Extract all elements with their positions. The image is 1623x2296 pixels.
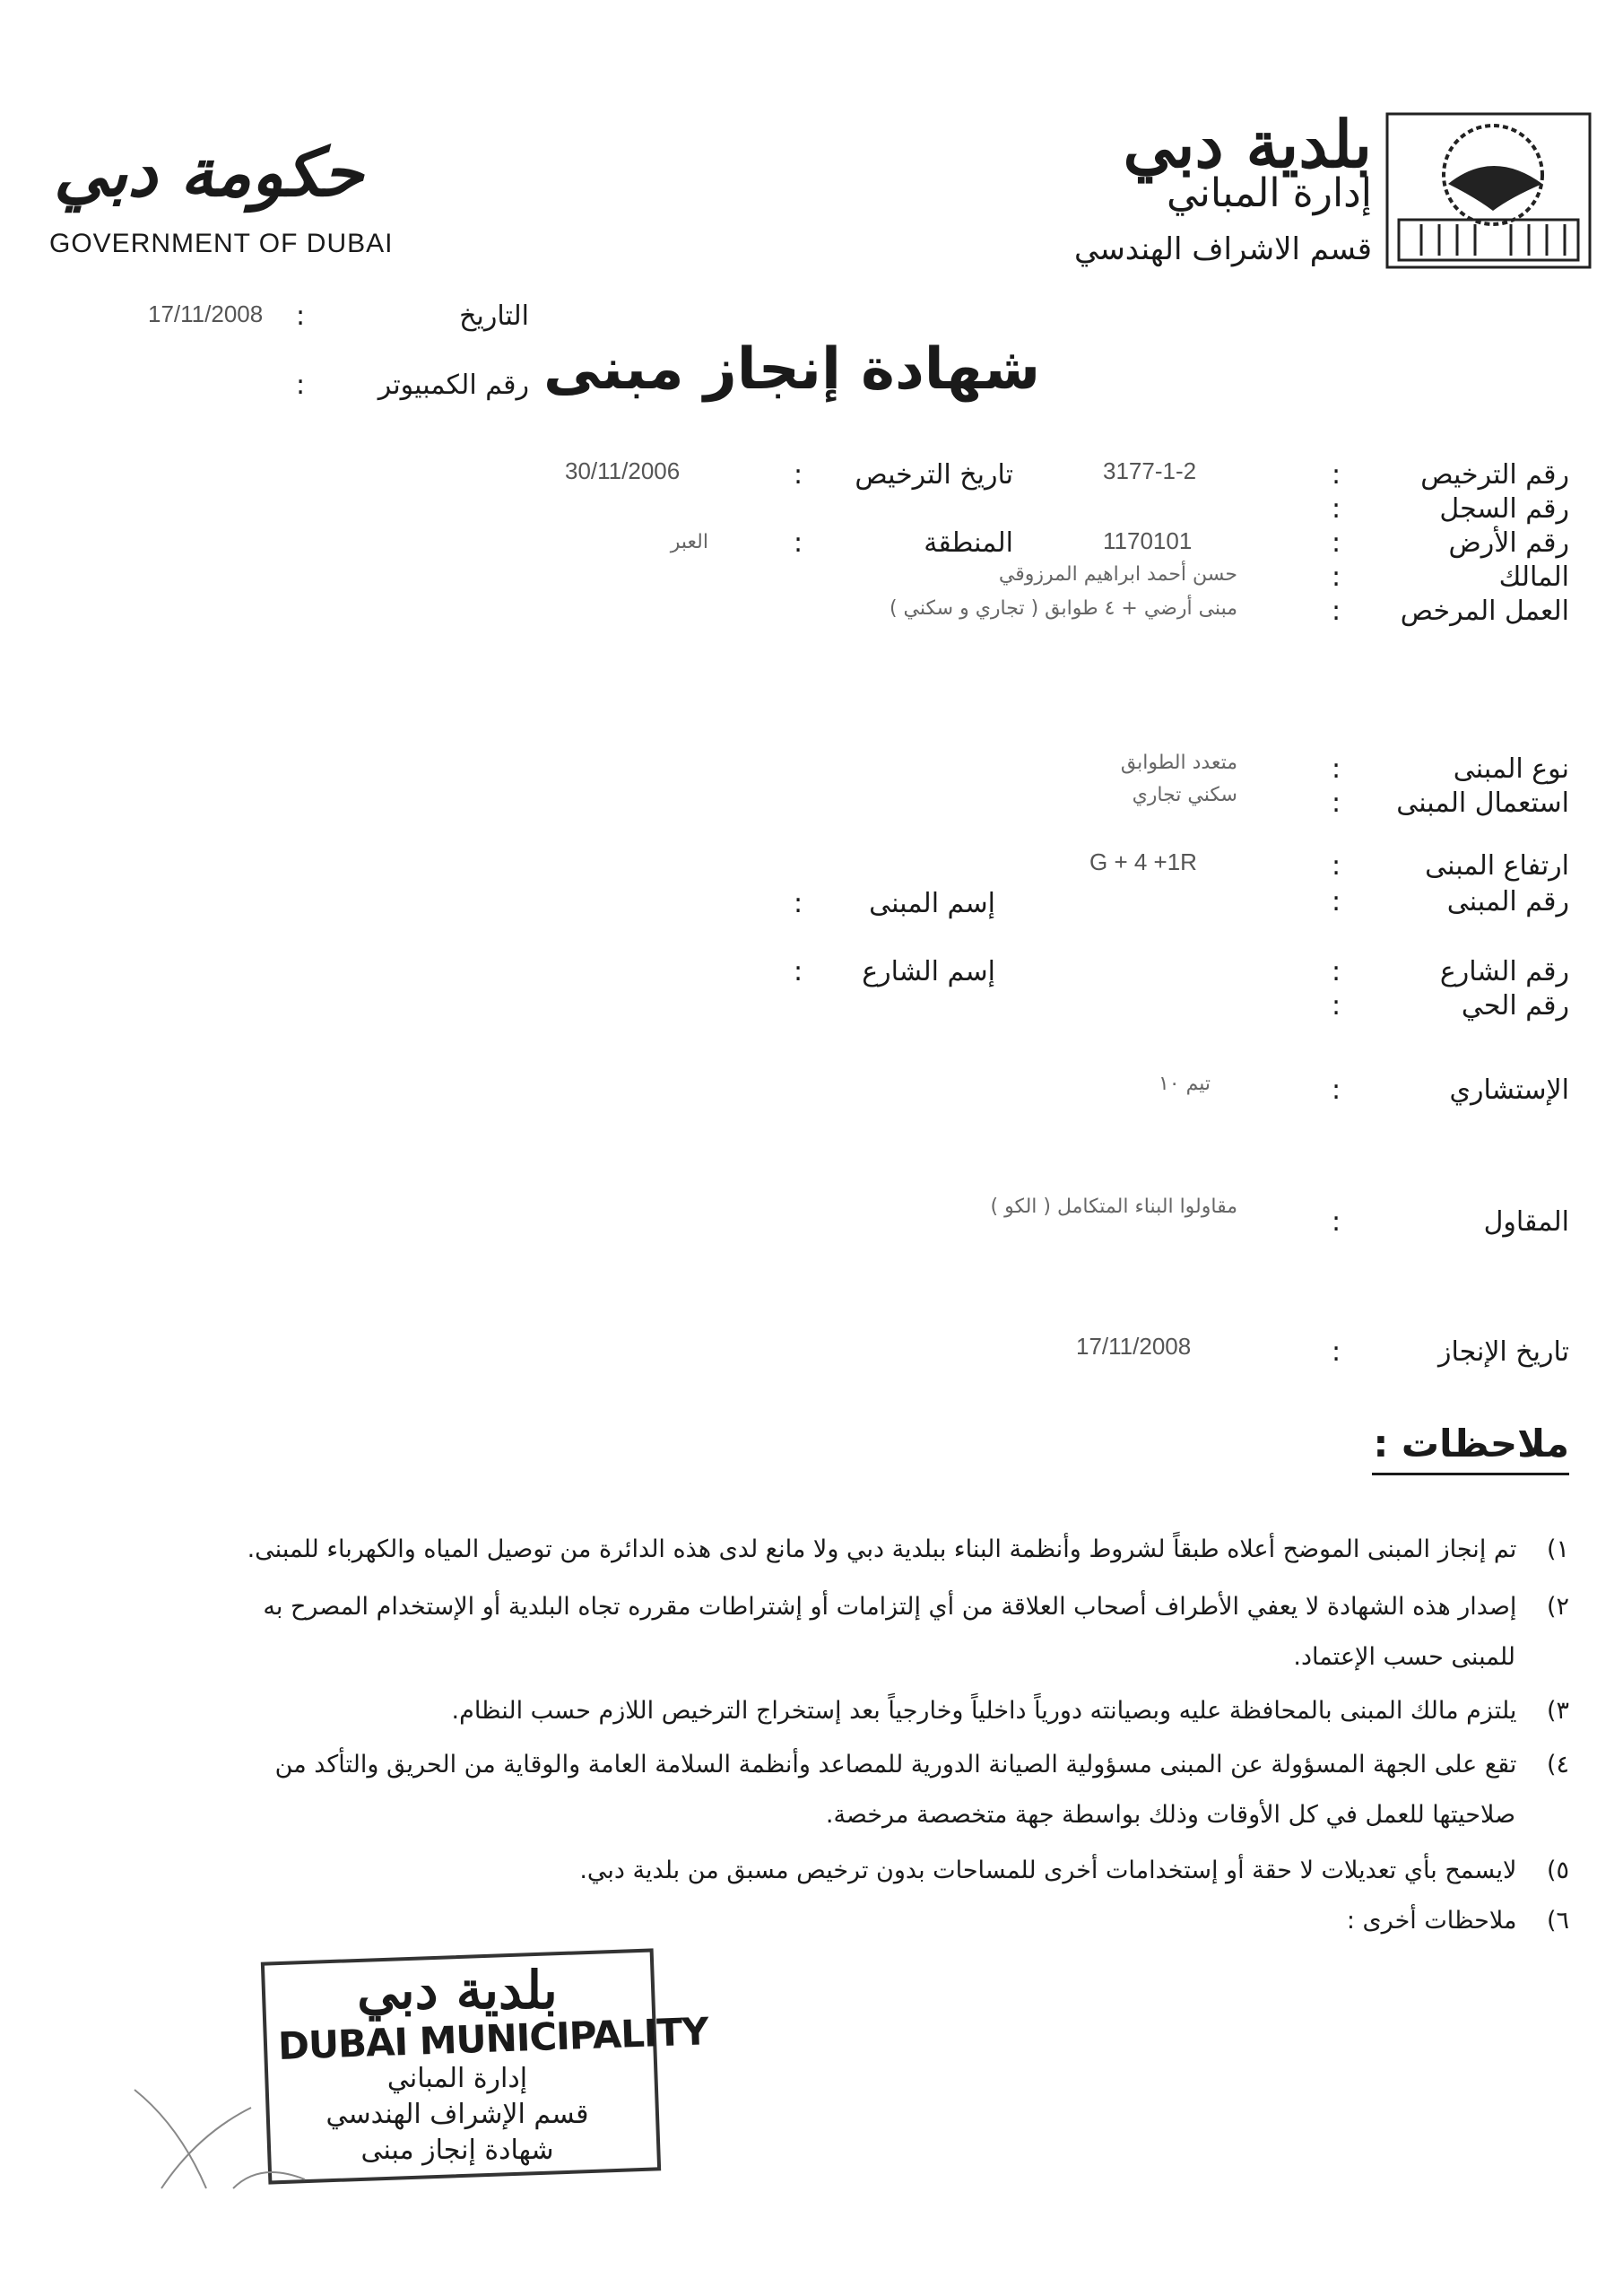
building-name-label: إسم المبنى: [869, 888, 995, 919]
municipality-arabic-logotype: بلدية دبي: [1123, 106, 1372, 182]
municipality-emblem-icon: [1385, 112, 1592, 269]
colon: :: [1332, 527, 1341, 559]
building-type-label: نوع المبنى: [1453, 753, 1569, 785]
government-arabic-logotype: حكومة دبي: [54, 135, 364, 212]
note-item: [224, 1857, 1569, 1884]
colon: :: [1332, 787, 1341, 819]
note-number: ١): [1546, 1535, 1569, 1563]
colon: :: [1332, 1336, 1341, 1368]
colon: :: [794, 459, 803, 491]
street-no-label: رقم الشارع: [1439, 956, 1569, 987]
colon: :: [1332, 990, 1341, 1022]
computer-no-colon: :: [296, 370, 306, 401]
note-number: ٢): [1546, 1593, 1569, 1621]
date-colon: :: [296, 300, 306, 332]
colon: :: [1332, 956, 1341, 987]
note-number: ٥): [1546, 1857, 1569, 1884]
section-name: قسم الاشراف الهندسي: [1073, 231, 1372, 267]
district-no-label: رقم الحي: [1461, 990, 1569, 1022]
street-name-label: إسم الشارع: [862, 956, 995, 987]
note-item: [224, 1593, 1569, 1621]
consultant-value: تيم ١٠: [1158, 1073, 1211, 1095]
area-label: المنطقة: [924, 527, 1013, 559]
colon: :: [1332, 1074, 1341, 1106]
note-text: إصدار هذه الشهادة لا يعفي الأطراف أصحاب العلاقة من أي إلتزامات أو إشتراطات مقرره تجاه البلدية أو الإستخدام المصرح به: [263, 1593, 1517, 1621]
building-use-value: سكني تجاري: [1132, 784, 1237, 806]
stamp-arabic-name: بلدية دبي: [357, 1960, 558, 2021]
licensed-work-value: مبنى أرضي + ٤ طوابق ( تجاري و سكني ): [889, 597, 1237, 620]
owner-label: المالك: [1498, 561, 1569, 593]
colon: :: [1332, 596, 1341, 627]
note-continuation: للمبنى حسب الإعتماد.: [1293, 1643, 1515, 1671]
contractor-value: مقاولوا البناء المتكامل ( الكو ): [990, 1196, 1237, 1218]
page-title: شهادة إنجاز مبنى: [543, 336, 1040, 403]
building-use-label: استعمال المبنى: [1396, 787, 1569, 819]
note-number: ٣): [1546, 1697, 1569, 1725]
computer-no-label: رقم الكمبيوتر: [378, 370, 529, 401]
license-no-label: رقم الترخيص: [1420, 459, 1569, 491]
record-no-label: رقم السجل: [1439, 493, 1569, 525]
completion-date-value: 17/11/2008: [1076, 1333, 1192, 1360]
note-continuation: صلاحيتها للعمل في كل الأوقات وذلك بواسطة جهة متخصصة مرخصة.: [825, 1801, 1515, 1829]
colon: :: [1332, 561, 1341, 593]
licensed-work-label: العمل المرخص: [1400, 596, 1569, 627]
consultant-label: الإستشاري: [1449, 1074, 1569, 1106]
land-no-value: 1170101: [1103, 527, 1193, 554]
note-item: [224, 1535, 1569, 1563]
license-date-label: تاريخ الترخيص: [855, 459, 1013, 491]
colon: :: [794, 956, 803, 987]
note-item: [224, 1751, 1569, 1779]
note-number: ٤): [1546, 1751, 1569, 1779]
note-text: تم إنجاز المبنى الموضح أعلاه طبقاً لشروط وأنظمة البناء ببلدية دبي ولا مانع لدى هذه الدائرة من توصيل المياه والكهرباء للمبنى.: [247, 1535, 1517, 1563]
stamp-line: شهادة إنجاز مبنى: [360, 2135, 554, 2166]
colon: :: [1332, 493, 1341, 525]
stamp-line: قسم الإشراف الهندسي: [325, 2099, 589, 2130]
note-text: لايسمح بأي تعديلات لا حقة أو إستخدامات أخرى للمساحات بدون ترخيص مسبق من بلدية دبي.: [579, 1857, 1517, 1884]
colon: :: [794, 527, 803, 559]
stamp-line: إدارة المباني: [386, 2063, 528, 2094]
stamp-english-name: DUBAI MUNICIPALITY: [277, 2009, 709, 2068]
note-item: [224, 1907, 1569, 1935]
land-no-label: رقم الأرض: [1448, 527, 1569, 559]
note-text: يلتزم مالك المبنى بالمحافظة عليه وبصيانته دورياً داخلياً وخارجياً بعد إستخراج الترخيص اللازم حسب النظام.: [451, 1697, 1517, 1725]
contractor-label: المقاول: [1483, 1206, 1569, 1238]
colon: :: [1332, 753, 1341, 785]
license-date-value: 30/11/2006: [565, 457, 681, 484]
colon: :: [1332, 1206, 1341, 1238]
signature-icon: [126, 2054, 323, 2206]
date-label: التاريخ: [459, 300, 529, 332]
colon: :: [1332, 459, 1341, 491]
colon: :: [1332, 886, 1341, 918]
building-height-value: G + 4 +1R: [1089, 848, 1197, 875]
license-no-value: 3177-1-2: [1103, 457, 1197, 484]
department-name: إدارة المباني: [1166, 170, 1372, 216]
note-text: ملاحظات أخرى :: [1346, 1907, 1517, 1935]
building-height-label: ارتفاع المبنى: [1425, 850, 1569, 882]
colon: :: [1332, 850, 1341, 882]
note-number: ٦): [1546, 1907, 1569, 1935]
colon: :: [794, 888, 803, 919]
government-english-name: GOVERNMENT OF DUBAI: [49, 229, 394, 258]
owner-value: حسن أحمد ابراهيم المرزوقي: [998, 563, 1237, 586]
notes-heading: ملاحظات :: [1373, 1422, 1569, 1465]
building-no-label: رقم المبنى: [1446, 886, 1569, 918]
date-value: 17/11/2008: [148, 300, 264, 327]
area-value: العبر: [670, 531, 708, 553]
completion-date-label: تاريخ الإنجاز: [1437, 1336, 1569, 1368]
note-text: تقع على الجهة المسؤولة عن المبنى مسؤولية الصيانة الدورية للمصاعد وأنظمة السلامة العامة والوقاية من الحريق والتأكد من: [274, 1751, 1517, 1779]
note-item: [224, 1697, 1569, 1725]
building-type-value: متعدد الطوابق: [1120, 752, 1237, 774]
notes-underline: [1372, 1473, 1569, 1475]
